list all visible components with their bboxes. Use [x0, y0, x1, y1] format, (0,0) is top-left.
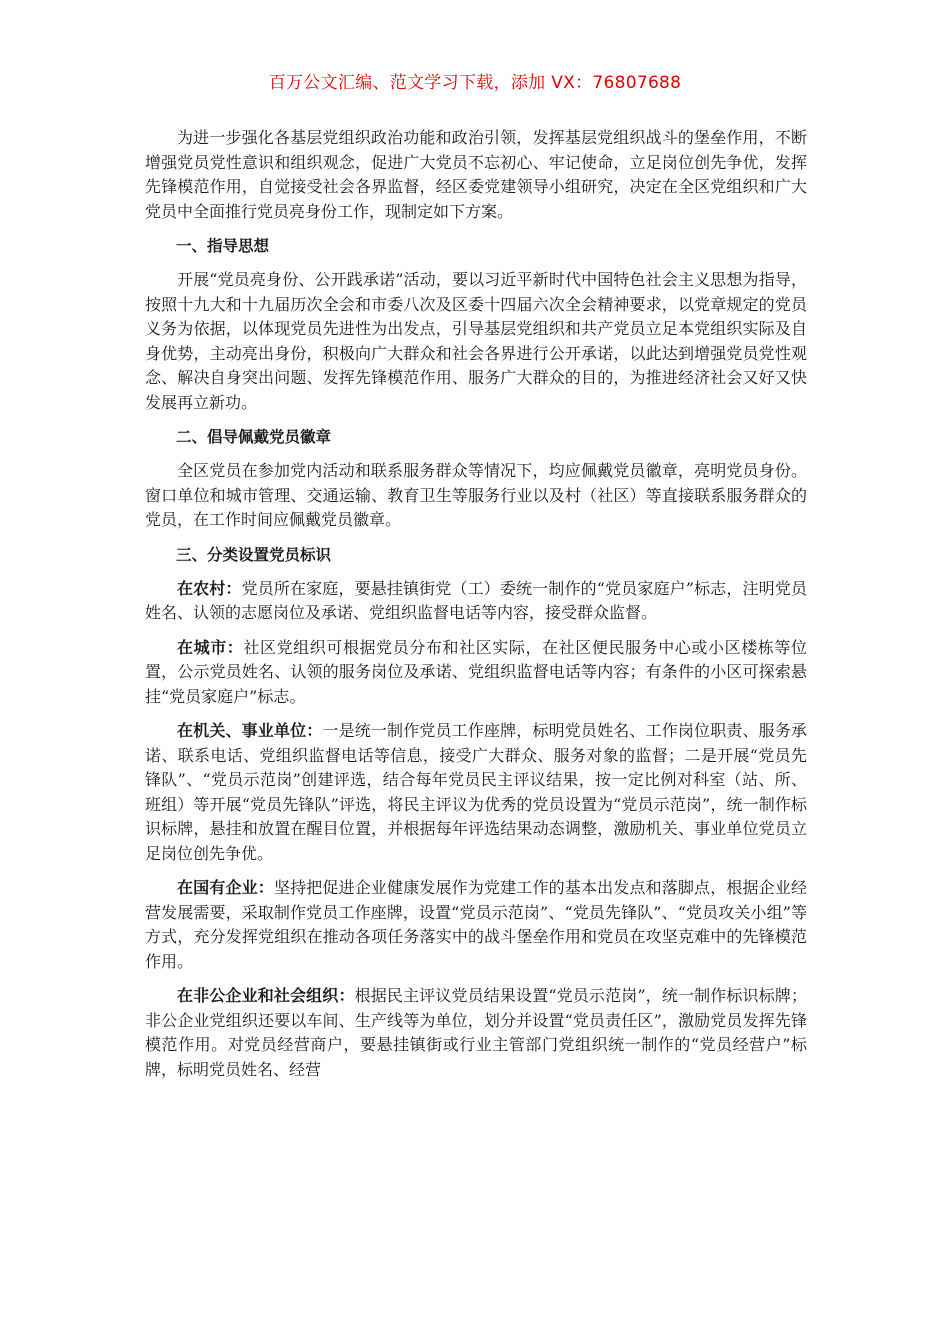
item-private-enterprise-text: 根据民主评议党员结果设置“党员示范岗”，统一制作标识标牌；非公企业党组织还要以车间、生产线等为单位，划分并设置“党员责任区”，激励党员发挥先锋模范作用。对党员经营商户，要悬挂镇街或行业主管部门党组织统一制作的“党员经营户”标牌，标明党员姓名、经营 — [145, 986, 807, 1079]
item-rural — [145, 577, 807, 626]
section-2-heading: 二、倡导佩戴党员徽章 — [176, 428, 332, 446]
intro-paragraph: 为进一步强化各基层党组织政治功能和政治引领，发挥基层党组织战斗的堡垒作用，不断增强党员党性意识和组织观念，促进广大党员不忘初心、牢记使命，立足岗位创先争优，发挥先锋模范作用，自觉接受社会各界监督，经区委党建领导小组研究，决定在全区党组织和广大党员中全面推行党员亮身份工作，现制定如下方案。 — [145, 128, 807, 221]
section-1-heading: 一、指导思想 — [176, 237, 270, 255]
document-body — [145, 126, 807, 1092]
item-private-enterprise — [145, 984, 807, 1082]
item-private-enterprise-lead: 在非公企业和社会组织： — [177, 986, 355, 1005]
section-2-paragraph: 全区党员在参加党内活动和联系服务群众等情况下，均应佩戴党员徽章，亮明党员身份。窗口单位和城市管理、交通运输、教育卫生等服务行业以及村（社区）等直接联系服务群众的党员，在工作时间应佩戴党员徽章。 — [145, 461, 807, 529]
item-urban — [145, 636, 807, 710]
item-state-enterprise-text: 坚持把促进企业健康发展作为党建工作的基本出发点和落脚点，根据企业经营发展需要，采取制作党员工作座牌，设置“党员示范岗”、“党员先锋队”、“党员攻关小组”等方式，充分发挥党组织在推动各项任务落实中的战斗堡垒作用和党员在攻坚克难中的先锋模范作用。 — [145, 878, 807, 971]
item-government-lead: 在机关、事业单位： — [177, 721, 323, 740]
item-rural-lead: 在农村： — [177, 578, 242, 598]
item-state-enterprise-lead: 在国有企业： — [177, 878, 274, 897]
section-1-paragraph: 开展“党员亮身份、公开践承诺”活动，要以习近平新时代中国特色社会主义思想为指导，按照十九大和十九届历次全会和市委八次及区委十四届六次全会精神要求，以党章规定的党员义务为依据，以体现党员先进性为出发点，引导基层党组织和共产党员立足本党组织实际及自身优势，主动亮出身份，积极向广大群众和社会各界进行公开承诺，以此达到增强党员党性观念、解决自身突出问题、发挥先锋模范作用、服务广大群众的目的，为推进经济社会又好又快发展再立新功。 — [145, 270, 807, 412]
section-3-heading: 三、分类设置党员标识 — [176, 545, 332, 564]
item-urban-text: 社区党组织可根据党员分布和社区实际，在社区便民服务中心或小区楼栋等位置，公示党员姓名、认领的服务岗位及承诺、党组织监督电话等内容；有条件的小区可探索悬挂“党员家庭户”标志。 — [145, 637, 807, 706]
item-urban-lead: 在城市： — [177, 637, 244, 657]
item-state-enterprise — [145, 876, 807, 974]
item-government-text: 一是统一制作党员工作座牌，标明党员姓名、工作岗位职责、服务承诺、联系电话、党组织监督电话等信息，接受广大群众、服务对象的监督；二是开展“党员先锋队”、“党员示范岗”创建评选，结合每年党员民主评议结果，按一定比例对科室（站、所、班组）等开展“党员先锋队”评选，将民主评议为优秀的党员设置为“党员示范岗”，统一制作标识标牌，悬挂和放置在醒目位置，并根据每年评选结果动态调整，激励机关、事业单位党员立足岗位创先争优。 — [145, 721, 807, 863]
item-government — [145, 719, 807, 866]
item-rural-text: 党员所在家庭，要悬挂镇街党（工）委统一制作的“党员家庭户”标志，注明党员姓名、认领的志愿岗位及承诺、党组织监督电话等内容，接受群众监督。 — [145, 578, 807, 622]
watermark-banner: 百万公文汇编、范文学习下载，添加 VX：76807688 — [268, 73, 682, 93]
